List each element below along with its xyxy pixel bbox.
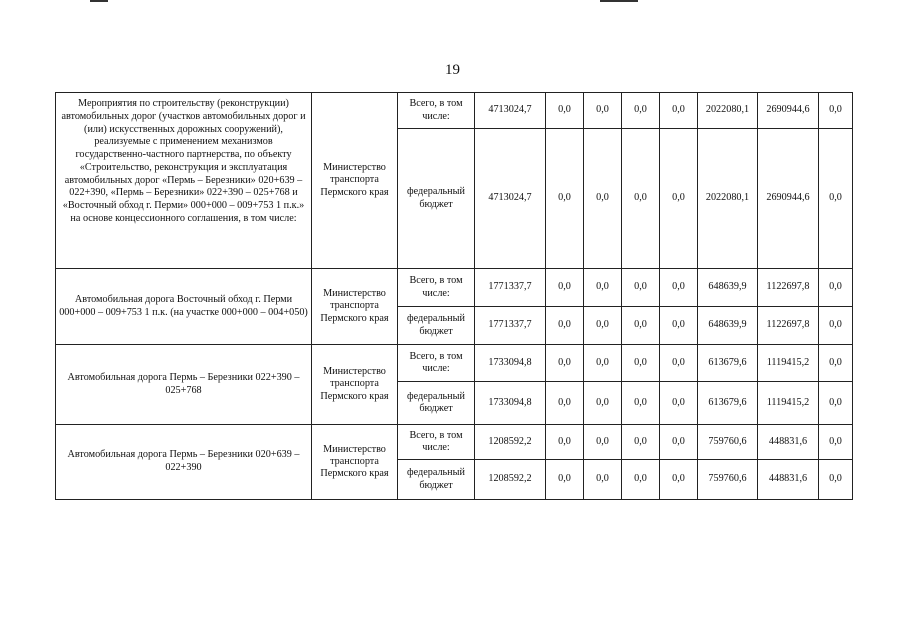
value-cell: 0,0 [660,93,698,129]
value-cell: 648639,9 [698,307,758,345]
funding-source-label: Всего, в том числе: [398,269,475,307]
value-cell: 0,0 [584,129,622,269]
funding-source-label: Всего, в том числе: [398,93,475,129]
value-cell: 0,0 [584,269,622,307]
value-cell: 0,0 [622,460,660,500]
measure-description: Мероприятия по строительству (реконструкции) автомобильных дорог (участков автомобильных дорог и (или) искусственных дорожных сооружений), реализуемые с применением механизмов государственно-частного партнерства, по объекту «Строительство, реконструкция и эксплуатация автомобильных дорог «Пермь – Березники» 020+639 – 022+390, «Пермь – Березники» 022+390 – 025+768 и «Восточный обход г. Перми» 000+000 – 009+753 1 п.к.» на основе концессионного соглашения, в том числе: [56,93,312,269]
value-cell: 1733094,8 [475,345,546,382]
value-cell: 759760,6 [698,425,758,460]
value-cell: 0,0 [622,345,660,382]
funding-source-label: Всего, в том числе: [398,425,475,460]
value-cell: 0,0 [819,307,853,345]
value-cell: 2022080,1 [698,93,758,129]
funding-source-label: федеральный бюджет [398,129,475,269]
value-cell: 0,0 [622,269,660,307]
funding-source-label: федеральный бюджет [398,307,475,345]
value-cell: 0,0 [660,460,698,500]
value-cell: 0,0 [546,345,584,382]
value-cell: 613679,6 [698,382,758,425]
value-cell: 1208592,2 [475,425,546,460]
value-cell: 0,0 [819,345,853,382]
funding-source-label: федеральный бюджет [398,460,475,500]
value-cell: 1208592,2 [475,460,546,500]
value-cell: 0,0 [622,93,660,129]
value-cell: 1122697,8 [758,307,819,345]
value-cell: 0,0 [660,425,698,460]
executor-cell: Министерство транспорта Пермского края [312,345,398,425]
value-cell: 448831,6 [758,425,819,460]
value-cell: 0,0 [584,425,622,460]
funding-source-label: Всего, в том числе: [398,345,475,382]
value-cell: 0,0 [660,129,698,269]
value-cell: 0,0 [819,382,853,425]
executor-cell: Министерство транспорта Пермского края [312,425,398,500]
scan-edge-mark [90,0,108,2]
value-cell: 0,0 [819,129,853,269]
value-cell: 0,0 [819,425,853,460]
value-cell: 0,0 [584,460,622,500]
table-row [56,425,853,460]
value-cell: 0,0 [819,460,853,500]
value-cell: 0,0 [622,425,660,460]
executor-cell: Министерство транспорта Пермского края [312,93,398,269]
value-cell: 2022080,1 [698,129,758,269]
budget-table [55,92,853,500]
value-cell: 0,0 [546,93,584,129]
value-cell: 0,0 [660,345,698,382]
value-cell: 0,0 [546,460,584,500]
value-cell: 0,0 [546,307,584,345]
table-row [56,93,853,129]
value-cell: 613679,6 [698,345,758,382]
value-cell: 0,0 [660,382,698,425]
value-cell: 448831,6 [758,460,819,500]
value-cell: 1733094,8 [475,382,546,425]
value-cell: 0,0 [546,382,584,425]
value-cell: 1122697,8 [758,269,819,307]
value-cell: 0,0 [546,269,584,307]
value-cell: 1771337,7 [475,307,546,345]
page-number: 19 [445,62,460,78]
value-cell: 1119415,2 [758,382,819,425]
value-cell: 0,0 [622,307,660,345]
value-cell: 4713024,7 [475,129,546,269]
table-row [56,269,853,307]
value-cell: 0,0 [660,269,698,307]
value-cell: 0,0 [584,93,622,129]
funding-source-label: федеральный бюджет [398,382,475,425]
value-cell: 0,0 [622,382,660,425]
value-cell: 2690944,6 [758,93,819,129]
value-cell: 4713024,7 [475,93,546,129]
value-cell: 0,0 [819,93,853,129]
value-cell: 0,0 [546,129,584,269]
value-cell: 0,0 [622,129,660,269]
measure-description: Автомобильная дорога Пермь – Березники 022+390 – 025+768 [56,345,312,425]
value-cell: 759760,6 [698,460,758,500]
value-cell: 1771337,7 [475,269,546,307]
value-cell: 0,0 [584,382,622,425]
value-cell: 2690944,6 [758,129,819,269]
executor-cell: Министерство транспорта Пермского края [312,269,398,345]
scan-edge-mark [600,0,638,2]
value-cell: 0,0 [660,307,698,345]
measure-description: Автомобильная дорога Пермь – Березники 020+639 – 022+390 [56,425,312,500]
value-cell: 648639,9 [698,269,758,307]
table-row [56,345,853,382]
value-cell: 0,0 [584,345,622,382]
value-cell: 1119415,2 [758,345,819,382]
value-cell: 0,0 [546,425,584,460]
measure-description: Автомобильная дорога Восточный обход г. Перми 000+000 – 009+753 1 п.к. (на участке 000+000 – 004+050) [56,269,312,345]
value-cell: 0,0 [819,269,853,307]
value-cell: 0,0 [584,307,622,345]
